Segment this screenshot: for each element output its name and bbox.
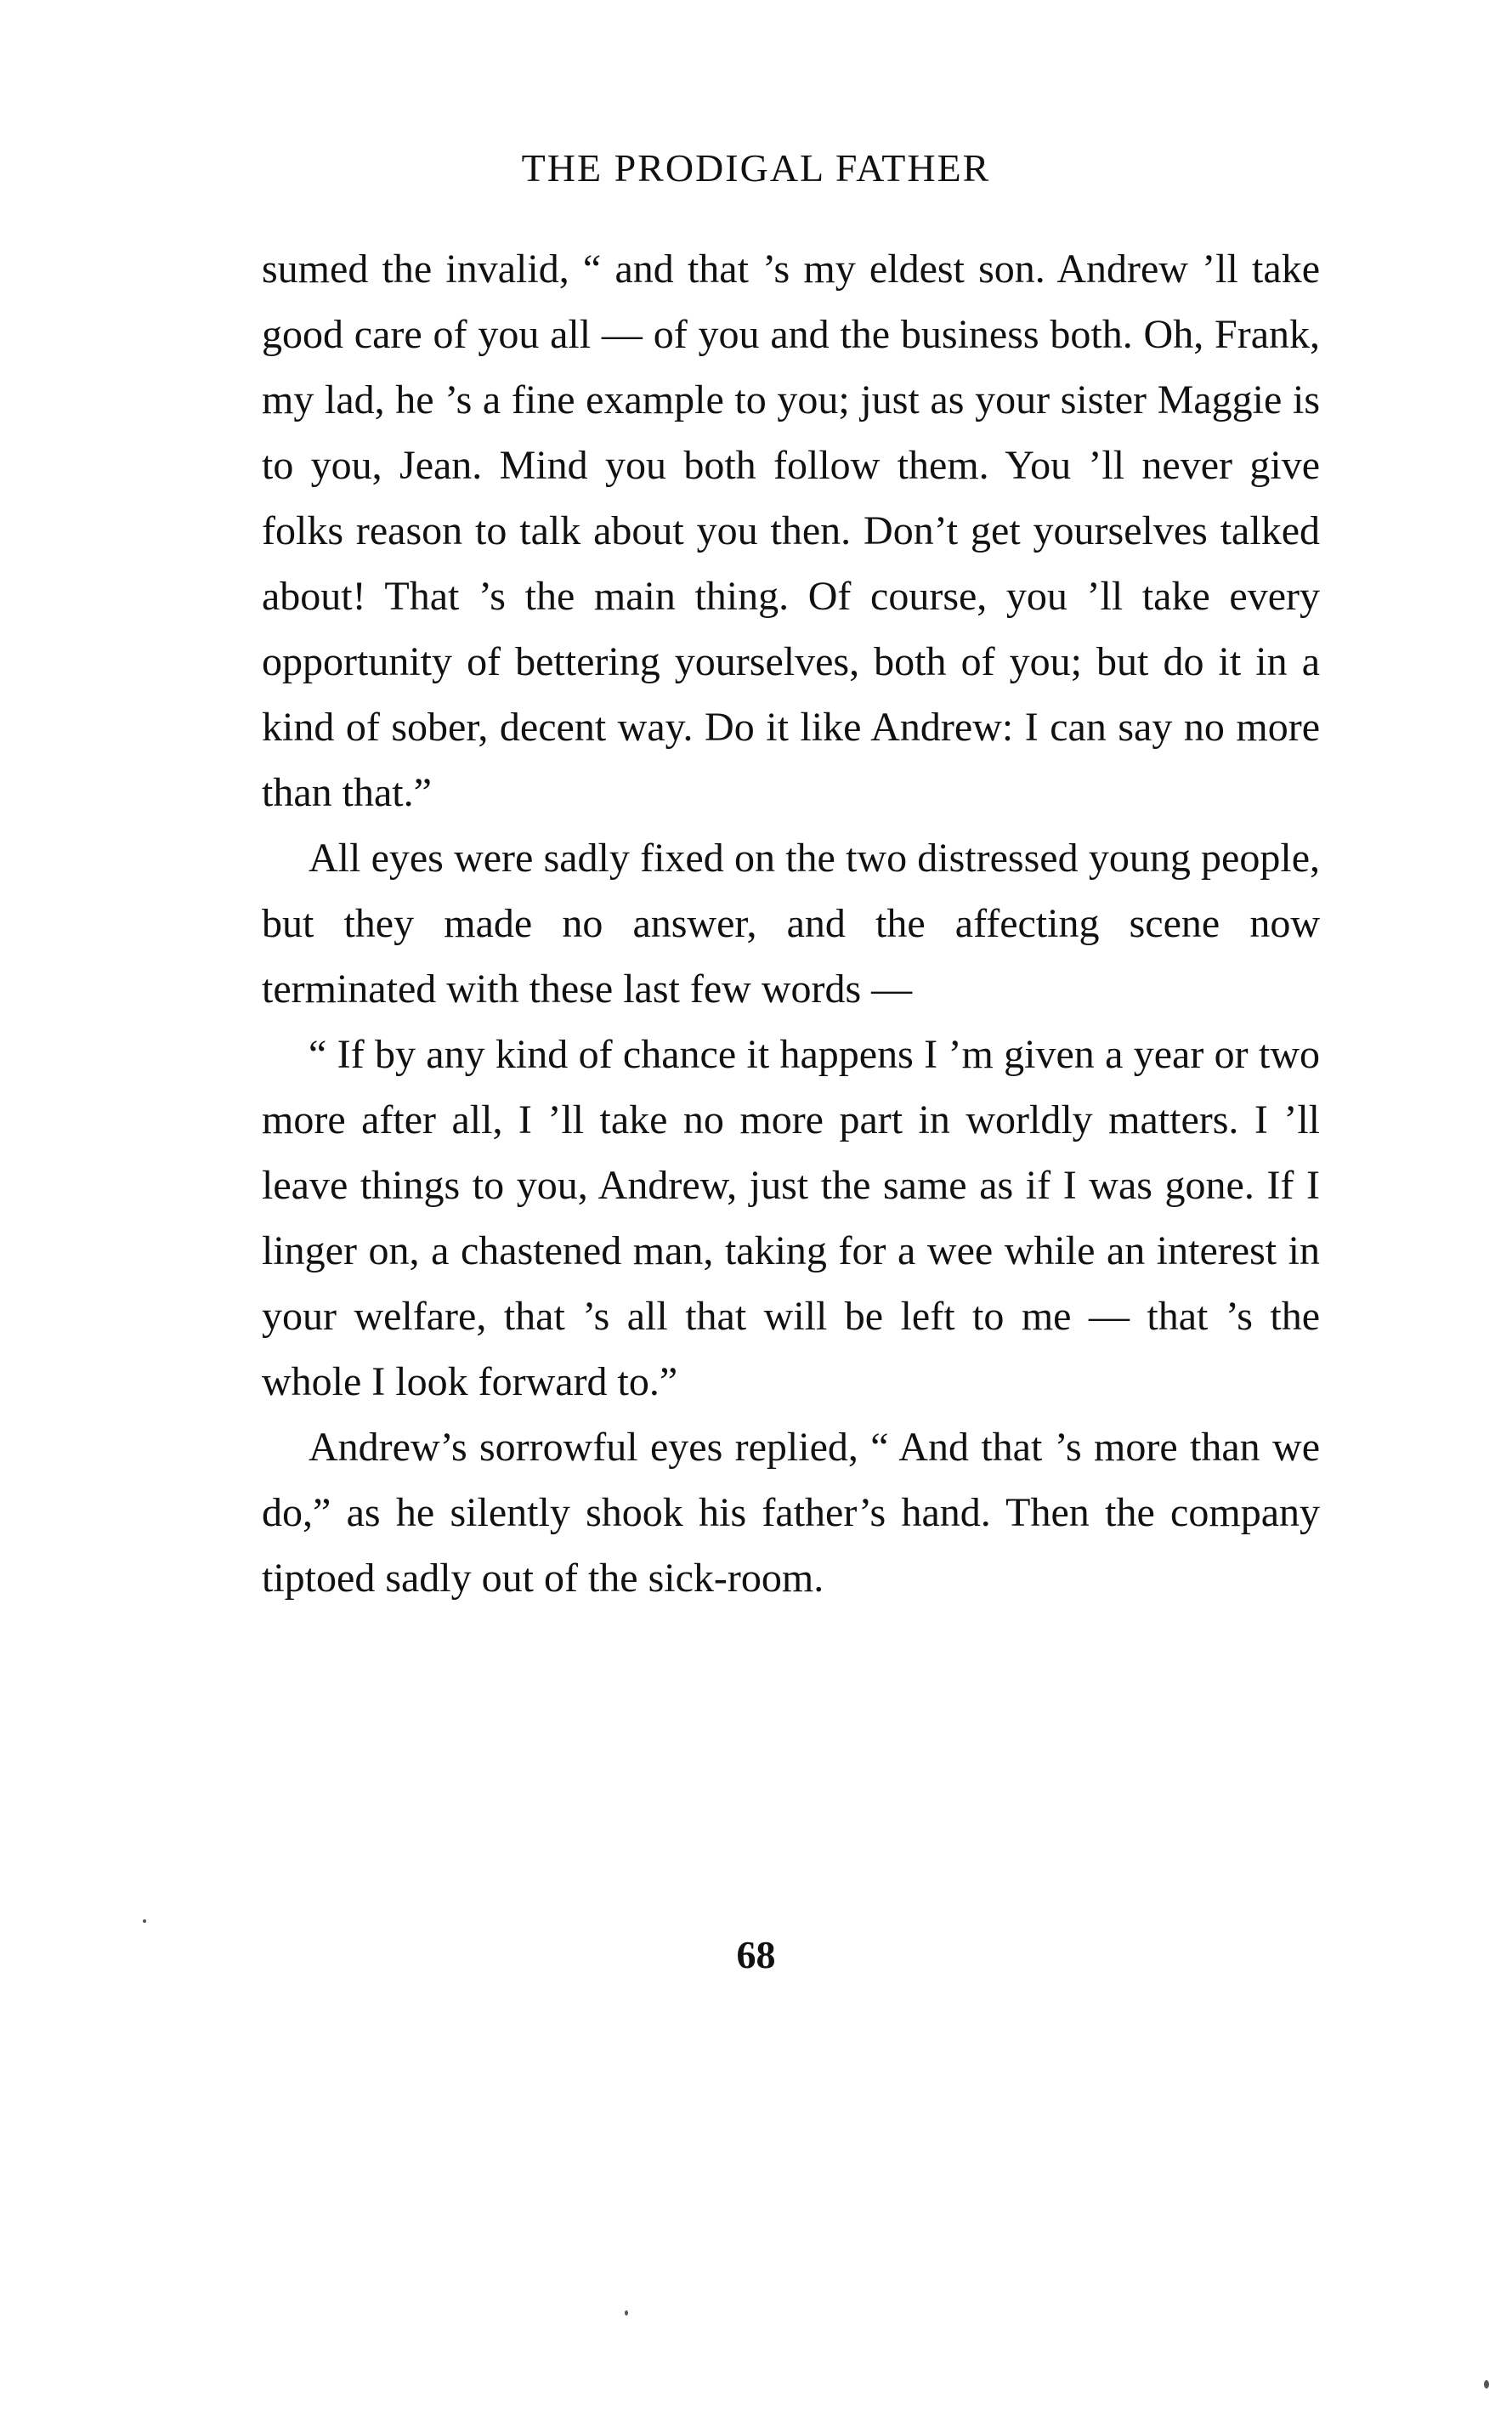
paragraph: “ If by any kind of chance it happens I ’m given a year or two more after all, I ’ll take no more part in worldly matters. I ’ll leave things to you, Andrew, just the same as if I was gone. If I linger on, a chastened man, taking for a wee while an interest in your welfare, that ’s all that will be left to me — that ’s the whole I look forward to.” [262,1032,1320,1404]
scan-speck [1484,2380,1489,2389]
running-head: THE PRODIGAL FATHER [521,146,991,190]
paragraph: Andrew’s sorrowful eyes replied, “ And that ’s more than we do,” as he silently shook his father’s hand. Then the company tiptoed sadly out of the sick-room. [262,1425,1320,1601]
scan-speck [143,1919,146,1923]
paragraph: All eyes were sadly fixed on the two distressed young people, but they made no answer, and the affecting scene now terminated with these last few words — [262,836,1320,1012]
scan-speck [625,2310,628,2315]
paragraph-continued: sumed the invalid, “ and that ’s my eldest son. Andrew ’ll take good care of you all — of you and the business both. Oh, Frank, my lad, he ’s a fine example to you; just as your sister Maggie is to you, Jean. Mind you both follow them. You ’ll never give folks reason to talk about you then. Don’t get yourselves talked about! That ’s the main thing. Of course, you ’ll take every opportunity of bettering yourselves, both of you; but do it in a kind of sober, decent way. Do it like Andrew: I can say no more than that.” [262,247,1320,815]
page-number: 68 [736,1933,776,1976]
body-text [262,236,1320,1611]
